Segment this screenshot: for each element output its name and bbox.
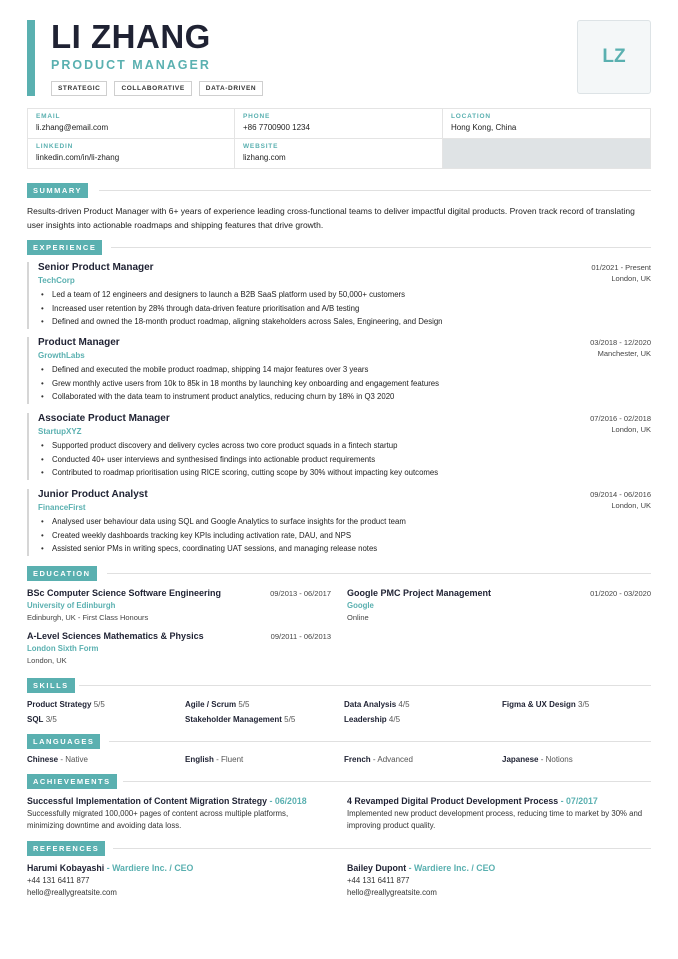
skill-level: 5/5 [93, 700, 105, 709]
section-header-experience [27, 240, 651, 254]
experience-entry [27, 489, 651, 556]
section-divider [113, 848, 651, 849]
education-entry [347, 588, 651, 622]
job-dates-block [590, 337, 651, 359]
job-dates: 01/2021 - Present [591, 263, 651, 272]
language-item [344, 755, 413, 764]
education-school: London Sixth Form [27, 644, 99, 653]
education-entry [27, 588, 331, 622]
experience-entry [27, 262, 651, 329]
language-level: - Fluent [216, 755, 244, 764]
education-degree: A-Level Sciences Mathematics & Physics [27, 631, 204, 641]
skill-level: 5/5 [284, 715, 296, 724]
skill-level: 4/5 [398, 700, 410, 709]
section-header-summary [27, 183, 651, 197]
linkedin-link[interactable]: linkedin.com/in/li-zhang [36, 153, 120, 162]
education-location: London, UK [27, 656, 67, 665]
phone-value: +86 7700900 1234 [243, 123, 310, 132]
education-dates: 09/2013 - 06/2017 [270, 589, 331, 598]
achievement-date: - 06/2018 [269, 796, 307, 806]
education-entry [27, 631, 331, 665]
language-name: Japanese [502, 755, 539, 764]
job-location: London, UK [611, 425, 651, 434]
job-bullet: • Analysed user behaviour data using SQL and Google Analytics to surface insights for the product team [38, 515, 651, 529]
trait-tag: COLLABORATIVE [114, 81, 191, 96]
reference-company: - Wardiere Inc. / CEO [106, 863, 194, 873]
reference-entry [347, 863, 647, 897]
skill-name: Figma & UX Design [502, 700, 576, 709]
skill-level: 4/5 [388, 715, 401, 724]
skill-name: Data Analysis [344, 700, 397, 709]
job-bullet: • Led a team of 12 engineers and designers to launch a B2B SaaS platform used by 50,000+ customers [38, 288, 651, 302]
reference-phone: +44 131 6411 877 [27, 876, 90, 885]
contact-email [27, 109, 235, 139]
achievement-description: Implemented new product development process, reducing time to market by 30% and improving product quality. [347, 809, 643, 830]
skill-item [344, 700, 410, 709]
trait-tag: STRATEGIC [51, 81, 107, 96]
resume-page [27, 18, 651, 897]
language-name: Chinese [27, 755, 59, 764]
achievement-entry [347, 796, 647, 832]
skill-level: 3/5 [45, 715, 57, 724]
resume-header [27, 20, 651, 100]
section-header-education [27, 566, 651, 580]
job-company: GrowthLabs [38, 351, 85, 360]
achievement-heading [347, 796, 647, 806]
education-degree: Google PMC Project Management [347, 588, 492, 598]
job-company: StartupXYZ [38, 427, 82, 436]
skill-name: Leadership [344, 715, 387, 724]
skill-level: 3/5 [578, 700, 590, 709]
candidate-title: PRODUCT MANAGER [51, 58, 211, 72]
skill-name: Product Strategy [27, 700, 92, 709]
job-bullet: • Supported product discovery and delivery cycles across two core product squads in a fintech startup [38, 439, 651, 453]
skill-item [185, 715, 295, 724]
summary-text: Results-driven Product Manager with 6+ years of experience leading cross-functional teams to deliver impactful digital products. Proven track record of translating user insights into actionable roadmaps and shipping features that drive growth. [27, 206, 635, 230]
trait-tag: DATA-DRIVEN [199, 81, 263, 96]
job-bullet: • Contributed to roadmap prioritisation using RICE scoring, cutting scope by 30% without impacting key outcomes [38, 466, 651, 480]
section-divider [99, 190, 651, 191]
section-label: LANGUAGES [27, 734, 100, 749]
trait-tags [51, 81, 263, 96]
reference-email[interactable]: hello@reallygreatsite.com [27, 888, 117, 897]
education-degree: BSc Computer Science Software Engineering [27, 588, 222, 598]
section-header-achievements [27, 774, 651, 788]
contact-filler [443, 139, 651, 169]
reference-name: Harumi Kobayashi [27, 863, 105, 873]
section-label: SKILLS [27, 678, 75, 693]
contact-label: PHONE [243, 113, 271, 120]
candidate-name: LI ZHANG [51, 18, 211, 55]
section-label: SUMMARY [27, 183, 88, 198]
skill-item [27, 715, 57, 724]
language-level: - Native [60, 755, 88, 764]
job-dates: 09/2014 - 06/2016 [590, 490, 651, 499]
section-label: EDUCATION [27, 566, 97, 581]
accent-bar [27, 20, 35, 96]
job-bullet: • Created weekly dashboards tracking key KPIs including activation rate, DAU, and NPS [38, 529, 651, 543]
education-school: University of Edinburgh [27, 601, 116, 610]
email-value[interactable]: li.zhang@email.com [36, 123, 109, 132]
education-school: Google [347, 601, 374, 610]
section-header-skills [27, 678, 651, 692]
reference-heading [347, 863, 647, 873]
section-divider [107, 573, 651, 574]
experience-entry [27, 413, 651, 480]
section-divider [109, 741, 651, 742]
achievement-description: Successfully migrated 100,000+ pages of content across multiple platforms, minimizing downtime and avoiding data loss. [27, 809, 289, 830]
job-dates: 07/2016 - 02/2018 [590, 414, 651, 423]
experience-entry [27, 337, 651, 404]
language-name: French [344, 755, 371, 764]
reference-email[interactable]: hello@reallygreatsite.com [347, 888, 437, 897]
reference-company: - Wardiere Inc. / CEO [408, 863, 496, 873]
section-header-languages [27, 734, 651, 748]
contact-location [443, 109, 651, 139]
job-bullet: • Defined and executed the mobile product roadmap, shipping 14 major features over 3 years [38, 363, 651, 377]
skill-name: SQL [27, 715, 44, 724]
website-link[interactable]: lizhang.com [243, 153, 286, 162]
job-dates-block [590, 489, 651, 511]
education-dates: 01/2020 - 03/2020 [590, 589, 651, 598]
contact-label: EMAIL [36, 113, 61, 120]
job-dates-block [591, 262, 651, 284]
contact-label: LINKEDIN [36, 143, 74, 150]
job-dates-block [590, 413, 651, 435]
job-bullets [38, 363, 651, 404]
job-bullet: • Assisted senior PMs in writing specs, coordinating UAT sessions, and managing release notes [38, 542, 651, 556]
job-bullet: • Increased user retention by 28% through data-driven feature prioritisation and A/B testing [38, 302, 651, 316]
job-location: London, UK [611, 274, 651, 283]
language-item [185, 755, 243, 764]
contact-label: LOCATION [451, 113, 491, 120]
language-item [27, 755, 88, 764]
achievement-date: - 07/2017 [560, 796, 598, 806]
job-bullet: • Defined and owned the 18-month product roadmap, aligning stakeholders across Sales, Engineering, and Design [38, 315, 651, 329]
job-title: Product Manager [38, 337, 120, 348]
language-level: - Advanced [372, 755, 413, 764]
section-divider [111, 247, 651, 248]
section-header-references [27, 841, 651, 855]
reference-phone: +44 131 6411 877 [347, 876, 410, 885]
section-label: ACHIEVEMENTS [27, 774, 117, 789]
section-label: REFERENCES [27, 841, 105, 856]
reference-heading [27, 863, 327, 873]
education-location: Online [347, 613, 369, 622]
achievement-title: Successful Implementation of Content Migration Strategy [27, 796, 267, 806]
monogram-avatar: LZ [577, 20, 651, 94]
language-level: - Notions [540, 755, 573, 764]
job-location: London, UK [611, 501, 651, 510]
job-bullet: • Conducted 40+ user interviews and synthesised findings into actionable product requirements [38, 453, 651, 467]
language-item [502, 755, 573, 764]
contact-label: WEBSITE [243, 143, 279, 150]
contact-linkedin [27, 139, 235, 169]
job-bullets [38, 288, 651, 329]
location-value: Hong Kong, China [451, 123, 517, 132]
section-divider [123, 781, 651, 782]
skill-item [185, 700, 249, 709]
skill-name: Agile / Scrum [185, 700, 237, 709]
section-label: EXPERIENCE [27, 240, 102, 255]
skill-name: Stakeholder Management [185, 715, 282, 724]
job-location: Manchester, UK [597, 349, 651, 358]
achievement-title: 4 Revamped Digital Product Development Process [347, 796, 559, 806]
job-dates: 03/2018 - 12/2020 [590, 338, 651, 347]
job-company: FinanceFirst [38, 503, 86, 512]
skill-item [502, 700, 589, 709]
job-bullets [38, 439, 651, 480]
skill-level: 5/5 [238, 700, 250, 709]
reference-name: Bailey Dupont [347, 863, 407, 873]
achievement-heading [27, 796, 327, 806]
job-title: Junior Product Analyst [38, 489, 148, 500]
job-bullets [38, 515, 651, 556]
education-location: Edinburgh, UK - First Class Honours [27, 613, 149, 622]
skill-item [344, 715, 400, 724]
contact-website [235, 139, 443, 169]
skill-item [27, 700, 105, 709]
section-divider [79, 685, 651, 686]
job-bullet: • Collaborated with the data team to instrument product analytics, reducing churn by 18% in Q3 2020 [38, 390, 651, 404]
language-name: English [185, 755, 214, 764]
reference-entry [27, 863, 327, 897]
job-title: Senior Product Manager [38, 262, 154, 273]
contact-grid [27, 108, 651, 169]
job-company: TechCorp [38, 276, 75, 285]
achievement-entry [27, 796, 327, 832]
job-bullet: • Grew monthly active users from 10k to 85k in 18 months by launching key onboarding and engagement features [38, 377, 651, 391]
job-title: Associate Product Manager [38, 413, 170, 424]
education-dates: 09/2011 - 06/2013 [270, 632, 331, 641]
contact-phone [235, 109, 443, 139]
